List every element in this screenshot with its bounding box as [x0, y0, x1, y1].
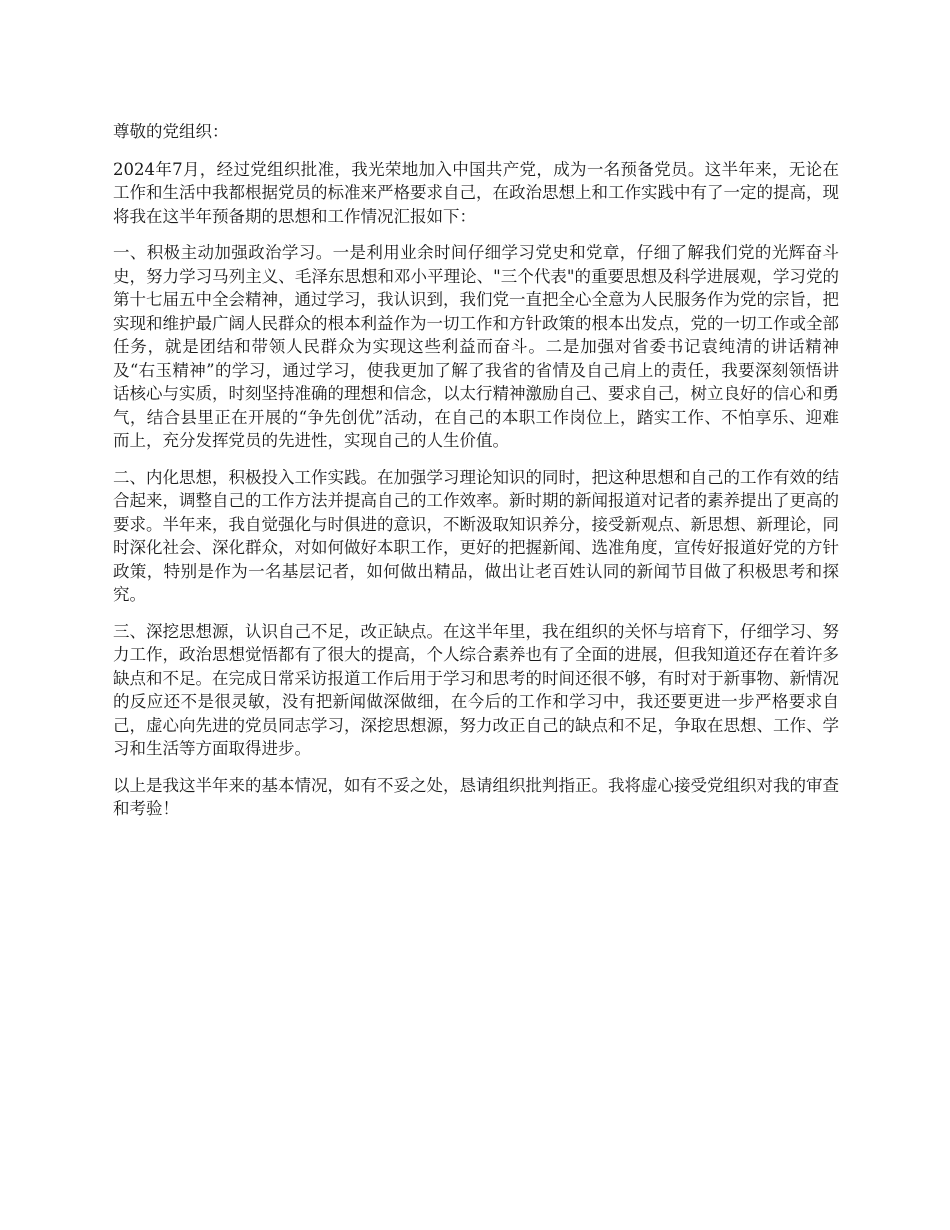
paragraph-closing: 以上是我这半年来的基本情况，如有不妥之处，恳请组织批判指正。我将虚心接受党组织对我的审查和考验！ — [113, 775, 839, 818]
letter-body — [113, 120, 839, 834]
paragraph-intro: 2024年7月，经过党组织批准，我光荣地加入中国共产党，成为一名预备党员。这半年来，无论在工作和生活中我都根据党员的标准来严格要求自己，在政治思想上和工作实践中有了一定的提高，现将我在这半年预备期的思想和工作情况汇报如下： — [113, 159, 839, 226]
paragraph-self-reflection: 三、深挖思想源，认识自己不足，改正缺点。在这半年里，我在组织的关怀与培育下，仔细学习、努力工作，政治思想觉悟都有了很大的提高，个人综合素养也有了全面的进展，但我知道还存在着许多缺点和不足。在完成日常采访报道工作后用于学习和思考的时间还很不够，有时对于新事物、新情况的反应还不是很灵敏，没有把新闻做深做细，在今后的工作和学习中，我还要更进一步严格要求自己，虚心向先进的党员同志学习，深挖思想源，努力改正自己的缺点和不足，争取在思想、工作、学习和生活等方面取得进步。 — [113, 621, 839, 758]
paragraph-work-practice: 二、内化思想，积极投入工作实践。在加强学习理论知识的同时，把这种思想和自己的工作有效的结合起来，调整自己的工作方法并提高自己的工作效率。新时期的新闻报道对记者的素养提出了更高的要求。半年来，我自觉强化与时俱进的意识，不断汲取知识养分，接受新观点、新思想、新理论，同时深化社会、深化群众，对如何做好本职工作，更好的把握新闻、选准角度，宣传好报道好党的方针政策，特别是作为一名基层记者，如何做出精品，做出让老百姓认同的新闻节目做了积极思考和探究。 — [113, 467, 839, 604]
paragraph-political-study: 一、积极主动加强政治学习。一是利用业余时间仔细学习党史和党章，仔细了解我们党的光辉奋斗史，努力学习马列主义、毛泽东思想和邓小平理论、"三个代表"的重要思想及科学进展观，学习党的第十七届五中全会精神，通过学习，我认识到，我们党一直把全心全意为人民服务作为党的宗旨，把实现和维护最广阔人民群众的根本利益作为一切工作和方针政策的根本出发点，党的一切工作或全部任务，就是团结和带领人民群众为实现这些利益而奋斗。二是加强对省委书记袁纯清的讲话精神及“右玉精神”的学习，通过学习，使我更加了解了我省的省情及自己肩上的责任，我要深刻领悟讲话核心与实质，时刻坚持准确的理想和信念，以太行精神激励自己、要求自己，树立良好的信心和勇气，结合县里正在开展的“争先创优”活动，在自己的本职工作岗位上，踏实工作、不怕享乐、迎难而上，充分发挥党员的先进性，实现自己的人生价值。 — [113, 243, 839, 450]
salutation: 尊敬的党组织： — [113, 122, 229, 141]
